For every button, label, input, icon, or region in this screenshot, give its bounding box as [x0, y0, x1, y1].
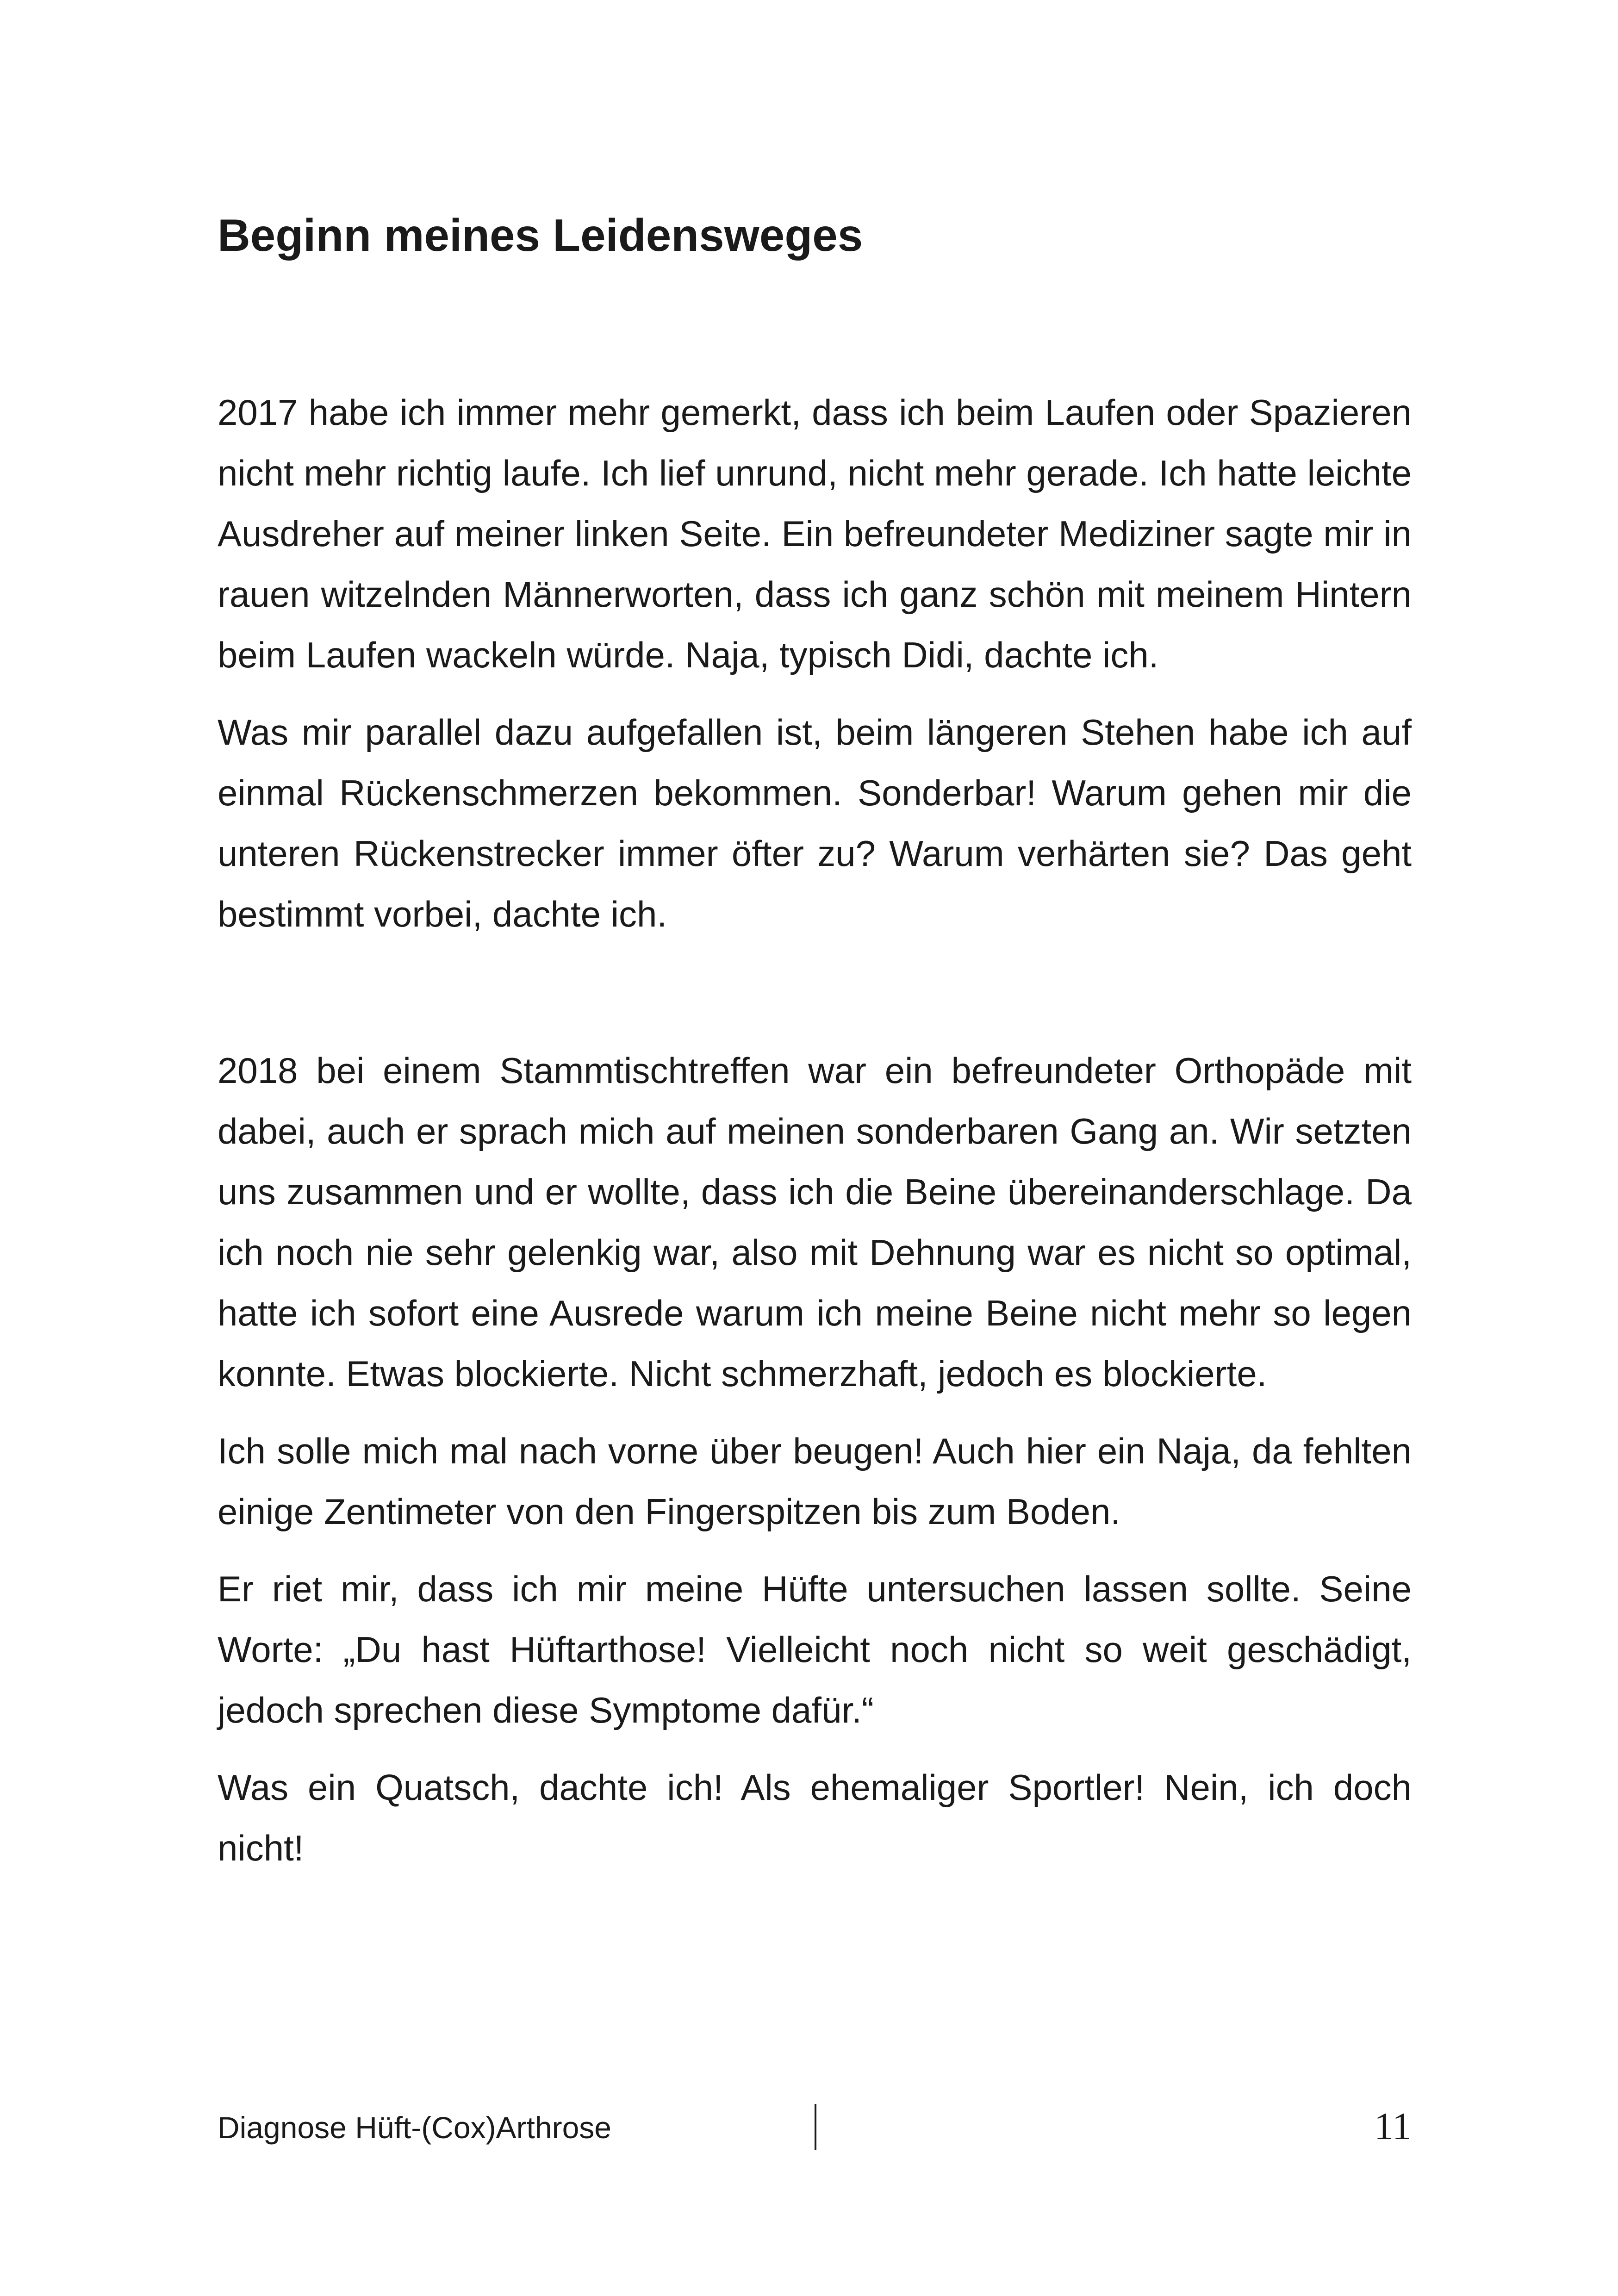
paragraph-4: Ich solle mich mal nach vorne über beugen! Auch hier ein Naja, da fehlten einige Zentimeter von den Fingerspitzen bis zum Boden. [218, 1431, 1412, 1532]
paragraph-3: 2018 bei einem Stammtischtreffen war ein befreundeter Orthopäde mit dabei, auch er sprach mich auf meinen sonderbaren Gang an. Wir setzten uns zusammen und er wollte, dass ich die Beine übereinanderschlage. Da ich noch nie sehr gelenkig war, also mit Dehnung war es nicht so optimal, hatte ich sofort eine Ausrede warum ich meine Beine nicht mehr so legen konnte. Etwas blockierte. Nicht schmerzhaft, jedoch es blockierte. [218, 1050, 1412, 1394]
chapter-body [218, 382, 1412, 1879]
paragraph-5: Er riet mir, dass ich mir meine Hüfte untersuchen lassen sollte. Seine Worte: „Du hast Hüftarthose! Vielleicht noch nicht so weit geschädigt, jedoch sprechen diese Symptome dafür.“ [218, 1568, 1412, 1730]
paragraph-1: 2017 habe ich immer mehr gemerkt, dass ich beim Laufen oder Spazieren nicht mehr richtig laufe. Ich lief unrund, nicht mehr gerade. Ich hatte leichte Ausdreher auf meiner linken Seite. Ein befreundeter Mediziner sagte mir in rauen witzelnden Männerworten, dass ich ganz schön mit meinem Hintern beim Laufen wackeln würde. Naja, typisch Didi, dachte ich. [218, 392, 1412, 675]
footer-book-title: Diagnose Hüft-(Cox)Arthrose [218, 2110, 611, 2145]
paragraph-2: Was mir parallel dazu aufgefallen ist, beim längeren Stehen habe ich auf einmal Rückenschmerzen bekommen. Sonderbar! Warum gehen mir die unteren Rückenstrecker immer öfter zu? Warum verhärten sie? Das geht bestimmt vorbei, dachte ich. [218, 712, 1412, 934]
footer-divider [815, 2104, 816, 2150]
paragraph-6: Was ein Quatsch, dachte ich! Als ehemaliger Sportler! Nein, ich doch nicht! [218, 1767, 1412, 1868]
footer-page-number: 11 [1374, 2105, 1412, 2148]
chapter-title: Beginn meines Leidensweges [218, 210, 863, 261]
